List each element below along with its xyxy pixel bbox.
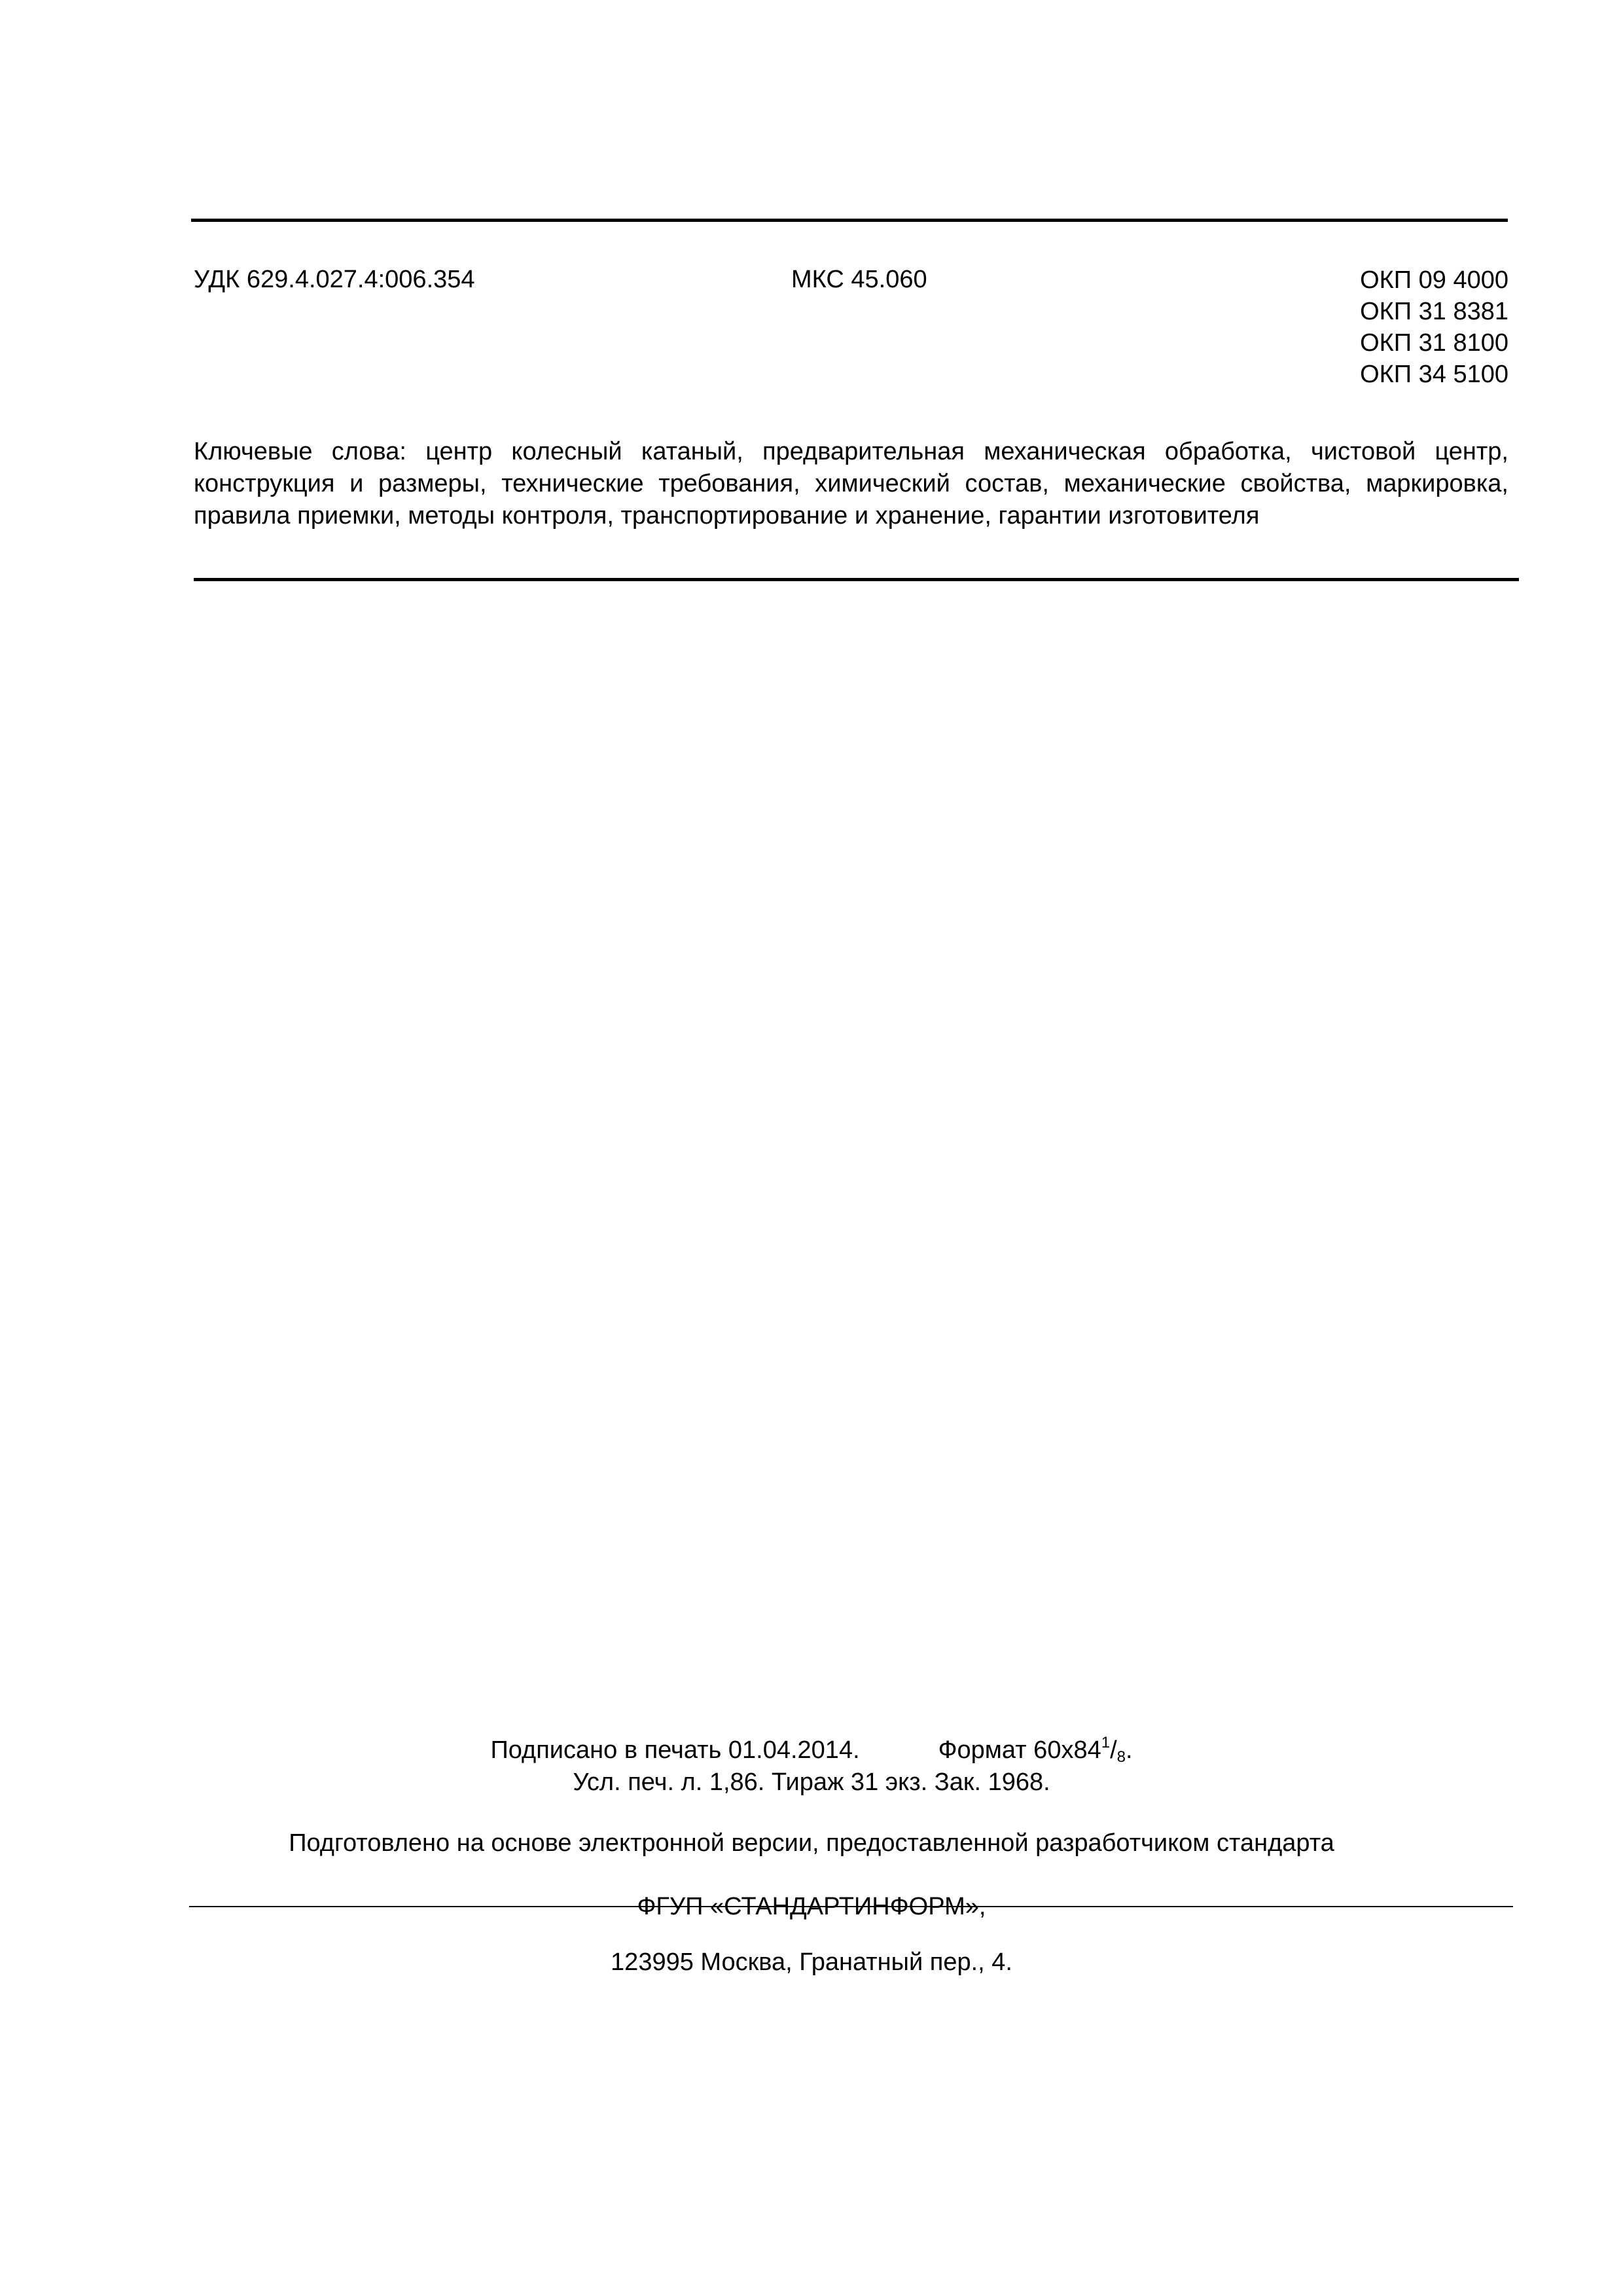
mks-code: МКС 45.060	[791, 266, 927, 293]
signed-for-print-line	[0, 1735, 1623, 1766]
keywords-divider	[194, 578, 1519, 581]
udk-code: УДК 629.4.027.4:006.354	[194, 266, 475, 293]
print-parameters: Усл. печ. л. 1,86. Тираж 31 экз. Зак. 1968.	[573, 1768, 1050, 1796]
prepared-note: Подготовлено на основе электронной версии, предоставленной разработчиком стандарта	[289, 1829, 1334, 1857]
publisher-address: 123995 Москва, Гранатный пер., 4.	[611, 1948, 1012, 1976]
okp-code: ОКП 31 8381	[1360, 298, 1508, 325]
paper-format: Формат $60х84^1/_8$.	[938, 1734, 1133, 1766]
okp-code: ОКП 31 8100	[1360, 329, 1508, 357]
okp-codes	[1360, 264, 1508, 390]
okp-code: ОКП 09 4000	[1360, 266, 1508, 294]
top-divider	[191, 219, 1508, 222]
format-numerator: 1	[1101, 1734, 1111, 1751]
publisher-name: ФГУП «СТАНДАРТИНФОРМ»,	[637, 1893, 986, 1920]
signed-date: Подписано в печать 01.04.2014.	[490, 1736, 860, 1764]
okp-code: ОКП 34 5100	[1360, 361, 1508, 388]
keywords-paragraph: Ключевые слова: центр колесный катаный, предварительная механическая обработка, чистовой центр, конструкция и размеры, технические требования, химический состав, механические свойства, маркировка, правила приемки, методы контроля, транспортирование и хранение, гарантии изготовителя	[194, 438, 1508, 529]
format-denominator: 8	[1116, 1748, 1126, 1766]
